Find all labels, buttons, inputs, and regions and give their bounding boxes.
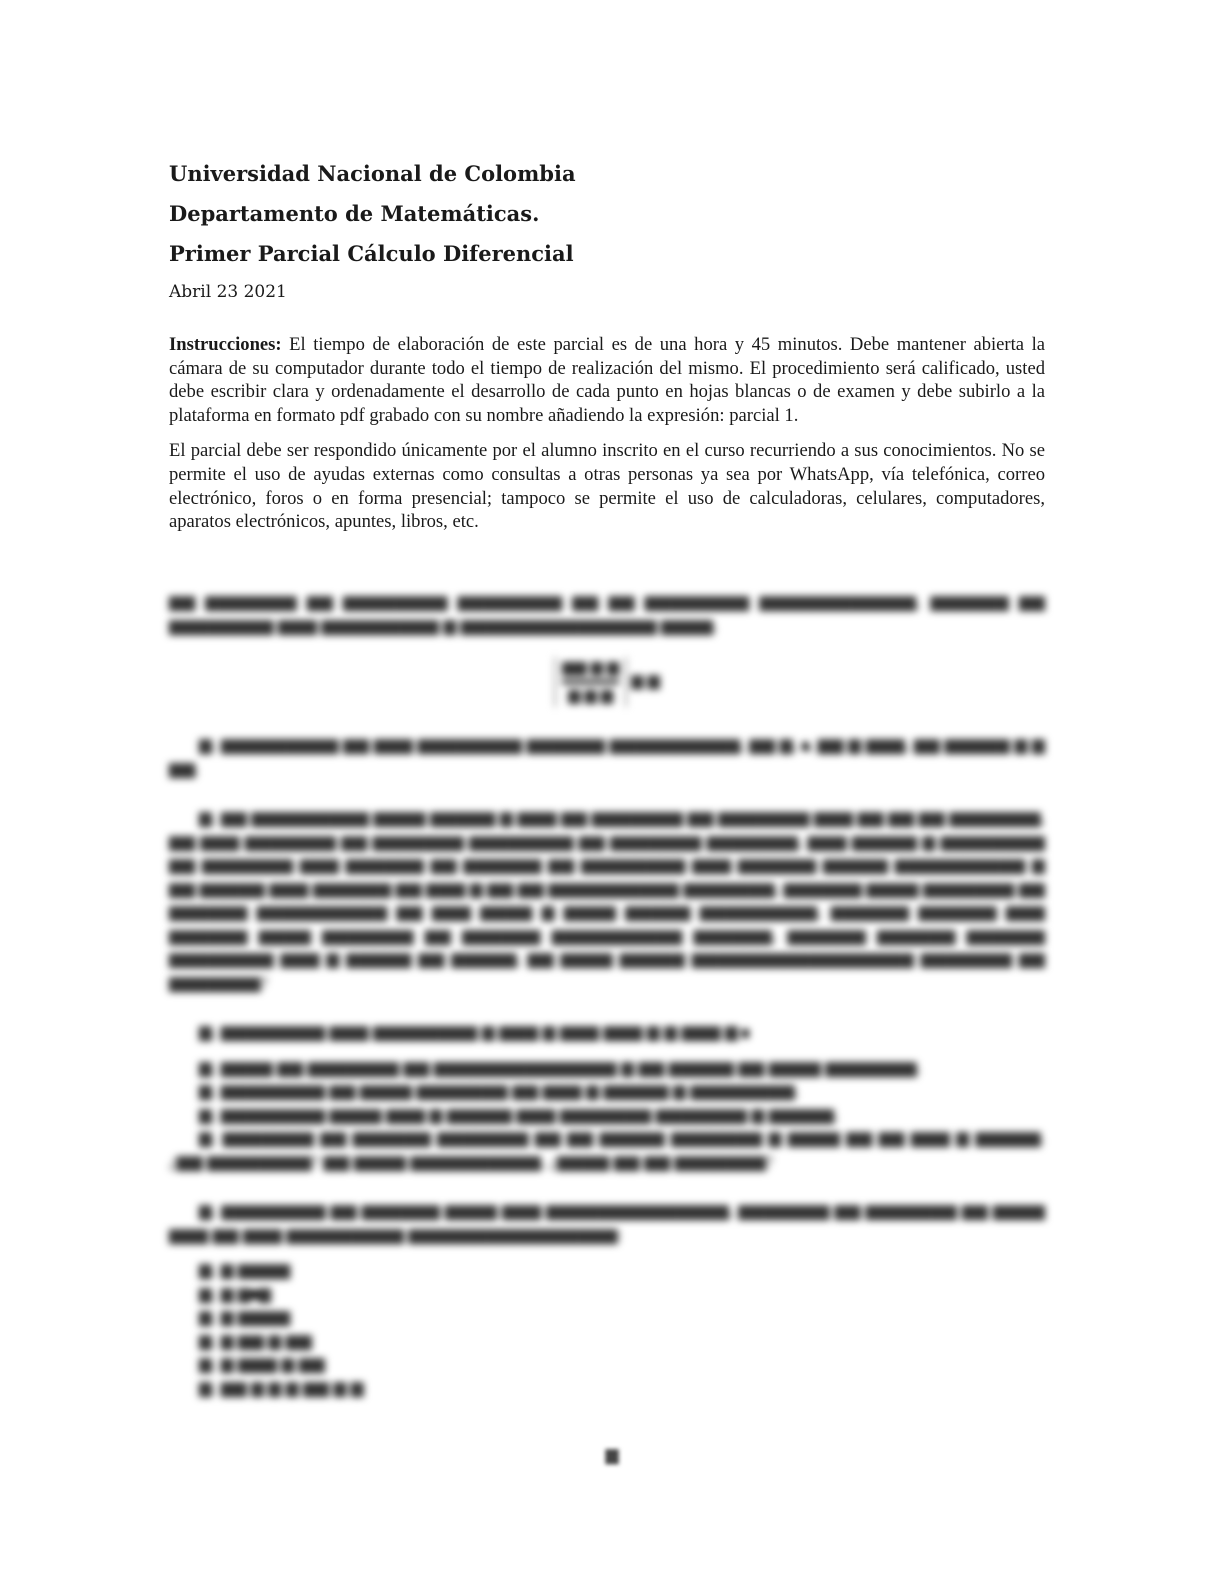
blurred-subitems-4: ▆. ▆▆▆▆ ▆▆ ▆▆▆▆▆▆▆ ▆▆ ▆▆▆▆▆▆▆▆▆▆▆▆▆▆ ▆ ▆▆ ▆▆▆▆▆ ▆▆ ▆▆▆▆ ▆▆▆▆▆▆▆. ▆. ▆▆▆▆▆▆▆▆ ▆▆ ▆▆▆▆ ▆▆▆▆▆▆▆ ▆▆ ▆▆▆ ▆ ▆▆▆▆▆ ▆ ▆▆▆▆▆▆▆▆. ▆. ▆▆▆▆▆▆▆▆ ▆▆▆▆ ▆▆▆ ▆ ▆▆▆▆▆ ▆▆▆ ▆▆▆▆▆▆▆ ▆▆▆▆▆▆▆ ▆ ▆▆▆▆▆. bbox=[199, 1057, 922, 1124]
blurred-question-2: ▆. ▆▆▆▆▆▆▆▆▆ ▆▆ ▆▆▆ ▆▆▆▆▆▆▆▆ ▆▆▆▆▆▆ ▆▆▆▆▆▆▆▆▆▆, ▆▆ ▆, , ▆▆ ▆ ▆▆▆, ▆▆ ▆▆▆▆▆ ▆ ▆ ▆▆. bbox=[169, 735, 1045, 778]
blurred-question-1: ▆▆ ▆▆▆▆▆▆▆ ▆▆ ▆▆▆▆▆▆▆▆ ▆▆▆▆▆▆▆▆ ▆▆ ▆▆ ▆▆▆▆▆▆▆▆ ▆▆▆▆▆▆▆▆▆▆▆▆, ▆▆▆▆▆▆ ▆▆ ▆▆▆▆▆▆▆▆ ▆▆▆ ▆▆▆▆▆▆▆▆▆ ▆ ▆▆▆▆▆▆▆▆▆▆▆▆▆▆▆ ▆▆▆▆. bbox=[169, 592, 1045, 635]
blurred-question-4d: ▆. ▆▆▆▆▆▆▆ ▆▆ ▆▆▆▆▆▆ ▆▆▆▆▆▆▆ ▆▆ ▆▆ ▆▆▆▆▆ ▆▆▆▆▆▆▆ ▆ ▆▆▆▆ ▆▆ ▆▆ ▆▆▆ ▆ ▆▆▆▆▆. ¿▆▆ ▆▆▆▆▆▆▆▆? ▆▆ ▆▆▆▆ ▆▆▆▆▆▆▆▆▆▆, ¿▆▆▆▆ ▆▆ ▆▆ ▆▆▆▆▆▆▆? bbox=[169, 1128, 1045, 1171]
blurred-subitems-5: ▆. ▆ ▆▆▆▆ ▆. ▆ ▆ ▆ ▆. ▆ ▆▆▆▆ ▆. ▆ ▆▆ ▆ ▆▆ ▆. ▆ ▆▆▆ ▆ ▆▆ ▆. ▆▆ ▆ ▆ ▆ ▆▆ ▆ ▆ bbox=[199, 1260, 364, 1397]
blurred-questions bbox=[169, 590, 1045, 1399]
blurred-question-5: ▆. ▆▆▆▆▆▆▆▆ ▆▆ ▆▆▆▆▆▆ ▆▆▆▆ ▆▆▆ ▆▆▆▆▆▆▆▆▆▆▆▆▆▆, ▆▆▆▆▆▆▆ ▆▆ ▆▆▆▆▆▆▆ ▆▆ ▆▆▆▆ ▆▆▆ ▆▆ ▆▆▆ ▆▆▆▆▆▆▆▆▆ ▆▆▆▆▆▆▆▆▆▆▆▆▆▆▆▆: bbox=[169, 1201, 1045, 1244]
blurred-question-3: ▆. ▆▆ ▆▆▆▆▆▆▆▆▆ ▆▆▆▆ ▆▆▆▆▆ ▆ ▆▆▆ ▆▆ ▆▆▆▆▆▆▆ ▆▆ ▆▆▆▆▆▆▆ ▆▆▆ ▆▆ ▆▆ ▆▆ ▆▆▆▆▆▆▆, ▆▆ ▆▆▆ ▆▆▆▆▆▆▆ ▆▆ ▆▆▆▆▆▆▆ ▆▆▆▆▆▆▆▆ ▆▆ ▆▆▆▆▆▆▆ ▆▆▆▆▆▆▆, ▆▆▆ ▆▆▆▆▆ ▆ ▆▆▆▆▆▆▆▆ ▆▆ ▆▆▆▆▆▆▆ ▆▆▆ ▆▆▆▆▆▆ ▆▆ ▆▆▆▆▆▆ ▆▆ ▆▆▆▆▆▆▆▆ ▆▆▆ ▆▆▆▆▆▆ ▆▆▆▆▆ ▆▆▆▆▆▆▆▆▆▆ ▆ ▆▆ ▆▆▆▆▆ ▆▆▆ ▆▆▆▆▆▆ ▆▆ ▆▆▆ ▆ ▆▆ ▆▆ ▆▆▆▆▆▆▆▆▆▆ ▆▆▆▆▆▆▆, ▆▆▆▆▆▆ ▆▆▆▆ ▆▆▆▆▆▆▆ ▆▆ ▆▆▆▆▆▆ ▆▆▆▆▆▆▆▆▆▆ ▆▆ ▆▆▆ ▆▆▆▆ ▆ ▆▆▆▆ ▆▆▆▆▆ ▆▆▆▆▆▆▆▆▆, ▆▆▆▆▆▆ ▆▆▆▆▆▆ ▆▆▆ ▆▆▆▆▆▆ ▆▆▆▆ ▆▆▆▆▆▆▆ ▆▆ ▆▆▆▆▆▆ ▆▆▆▆▆▆▆▆▆▆ ▆▆▆▆▆▆, ▆▆▆▆▆▆ ▆▆▆▆▆▆ ▆▆▆▆▆▆ ▆▆▆▆▆▆▆▆ ▆▆▆ ▆ ▆▆▆▆▆ ▆▆ ▆▆▆▆▆, ▆▆ ▆▆▆▆ ▆▆▆▆▆ ▆▆▆▆▆▆▆▆▆▆▆▆▆▆▆▆▆ ▆▆▆▆▆▆▆ ▆▆ ▆▆▆▆▆▆▆? bbox=[169, 808, 1045, 992]
rules-paragraph: El parcial debe ser respondido únicamente por el alumno inscrito en el curso recurriendo a sus conocimientos. No se permite el uso de ayudas externas como consultas a otras personas ya sea por WhatsApp, vía telefónica, correo electrónico, foros o en forma presencial; tampoco se permite el uso de calculadoras, celulares, computadores, aparatos electrónicos, apuntes, libros, etc. bbox=[169, 440, 1045, 533]
blurred-formula: $\frac{▆▆ ▆ ▆}{▆ ▆ ▆}$ ▆ ▆ bbox=[169, 657, 1045, 707]
university-title: Universidad Nacional de Colombia bbox=[169, 161, 576, 186]
exam-title: Primer Parcial Cálculo Diferencial bbox=[169, 241, 574, 266]
instructions-paragraph bbox=[169, 333, 1045, 427]
department-title: Departamento de Matemáticas. bbox=[169, 201, 540, 226]
instructions-text: El tiempo de elaboración de este parcial es de una hora y 45 minutos. Debe mantener abierta la cámara de su computador durante todo el tiempo de realización del mismo. El procedimiento será calificado, usted debe escribir clara y ordenadamente el desarrollo de cada punto en hojas blancas o de examen y debe subirlo a la plataforma en formato pdf grabado con su nombre añadiendo la expresión: parcial 1. bbox=[169, 334, 1046, 426]
blurred-question-4: ▆. ▆▆▆▆▆▆▆▆ ▆▆▆ ▆▆▆▆▆▆▆▆ ▆ ▆▆▆ ▆ ▆▆▆ ▆▆▆ ▆ ▆ ▆▆▆ ▆ bbox=[169, 1020, 1045, 1044]
exam-page bbox=[169, 160, 1045, 534]
instructions-label: Instrucciones: bbox=[169, 334, 282, 355]
page-number-blurred: ▆ bbox=[605, 1445, 619, 1464]
exam-date: Abril 23 2021 bbox=[169, 282, 287, 302]
